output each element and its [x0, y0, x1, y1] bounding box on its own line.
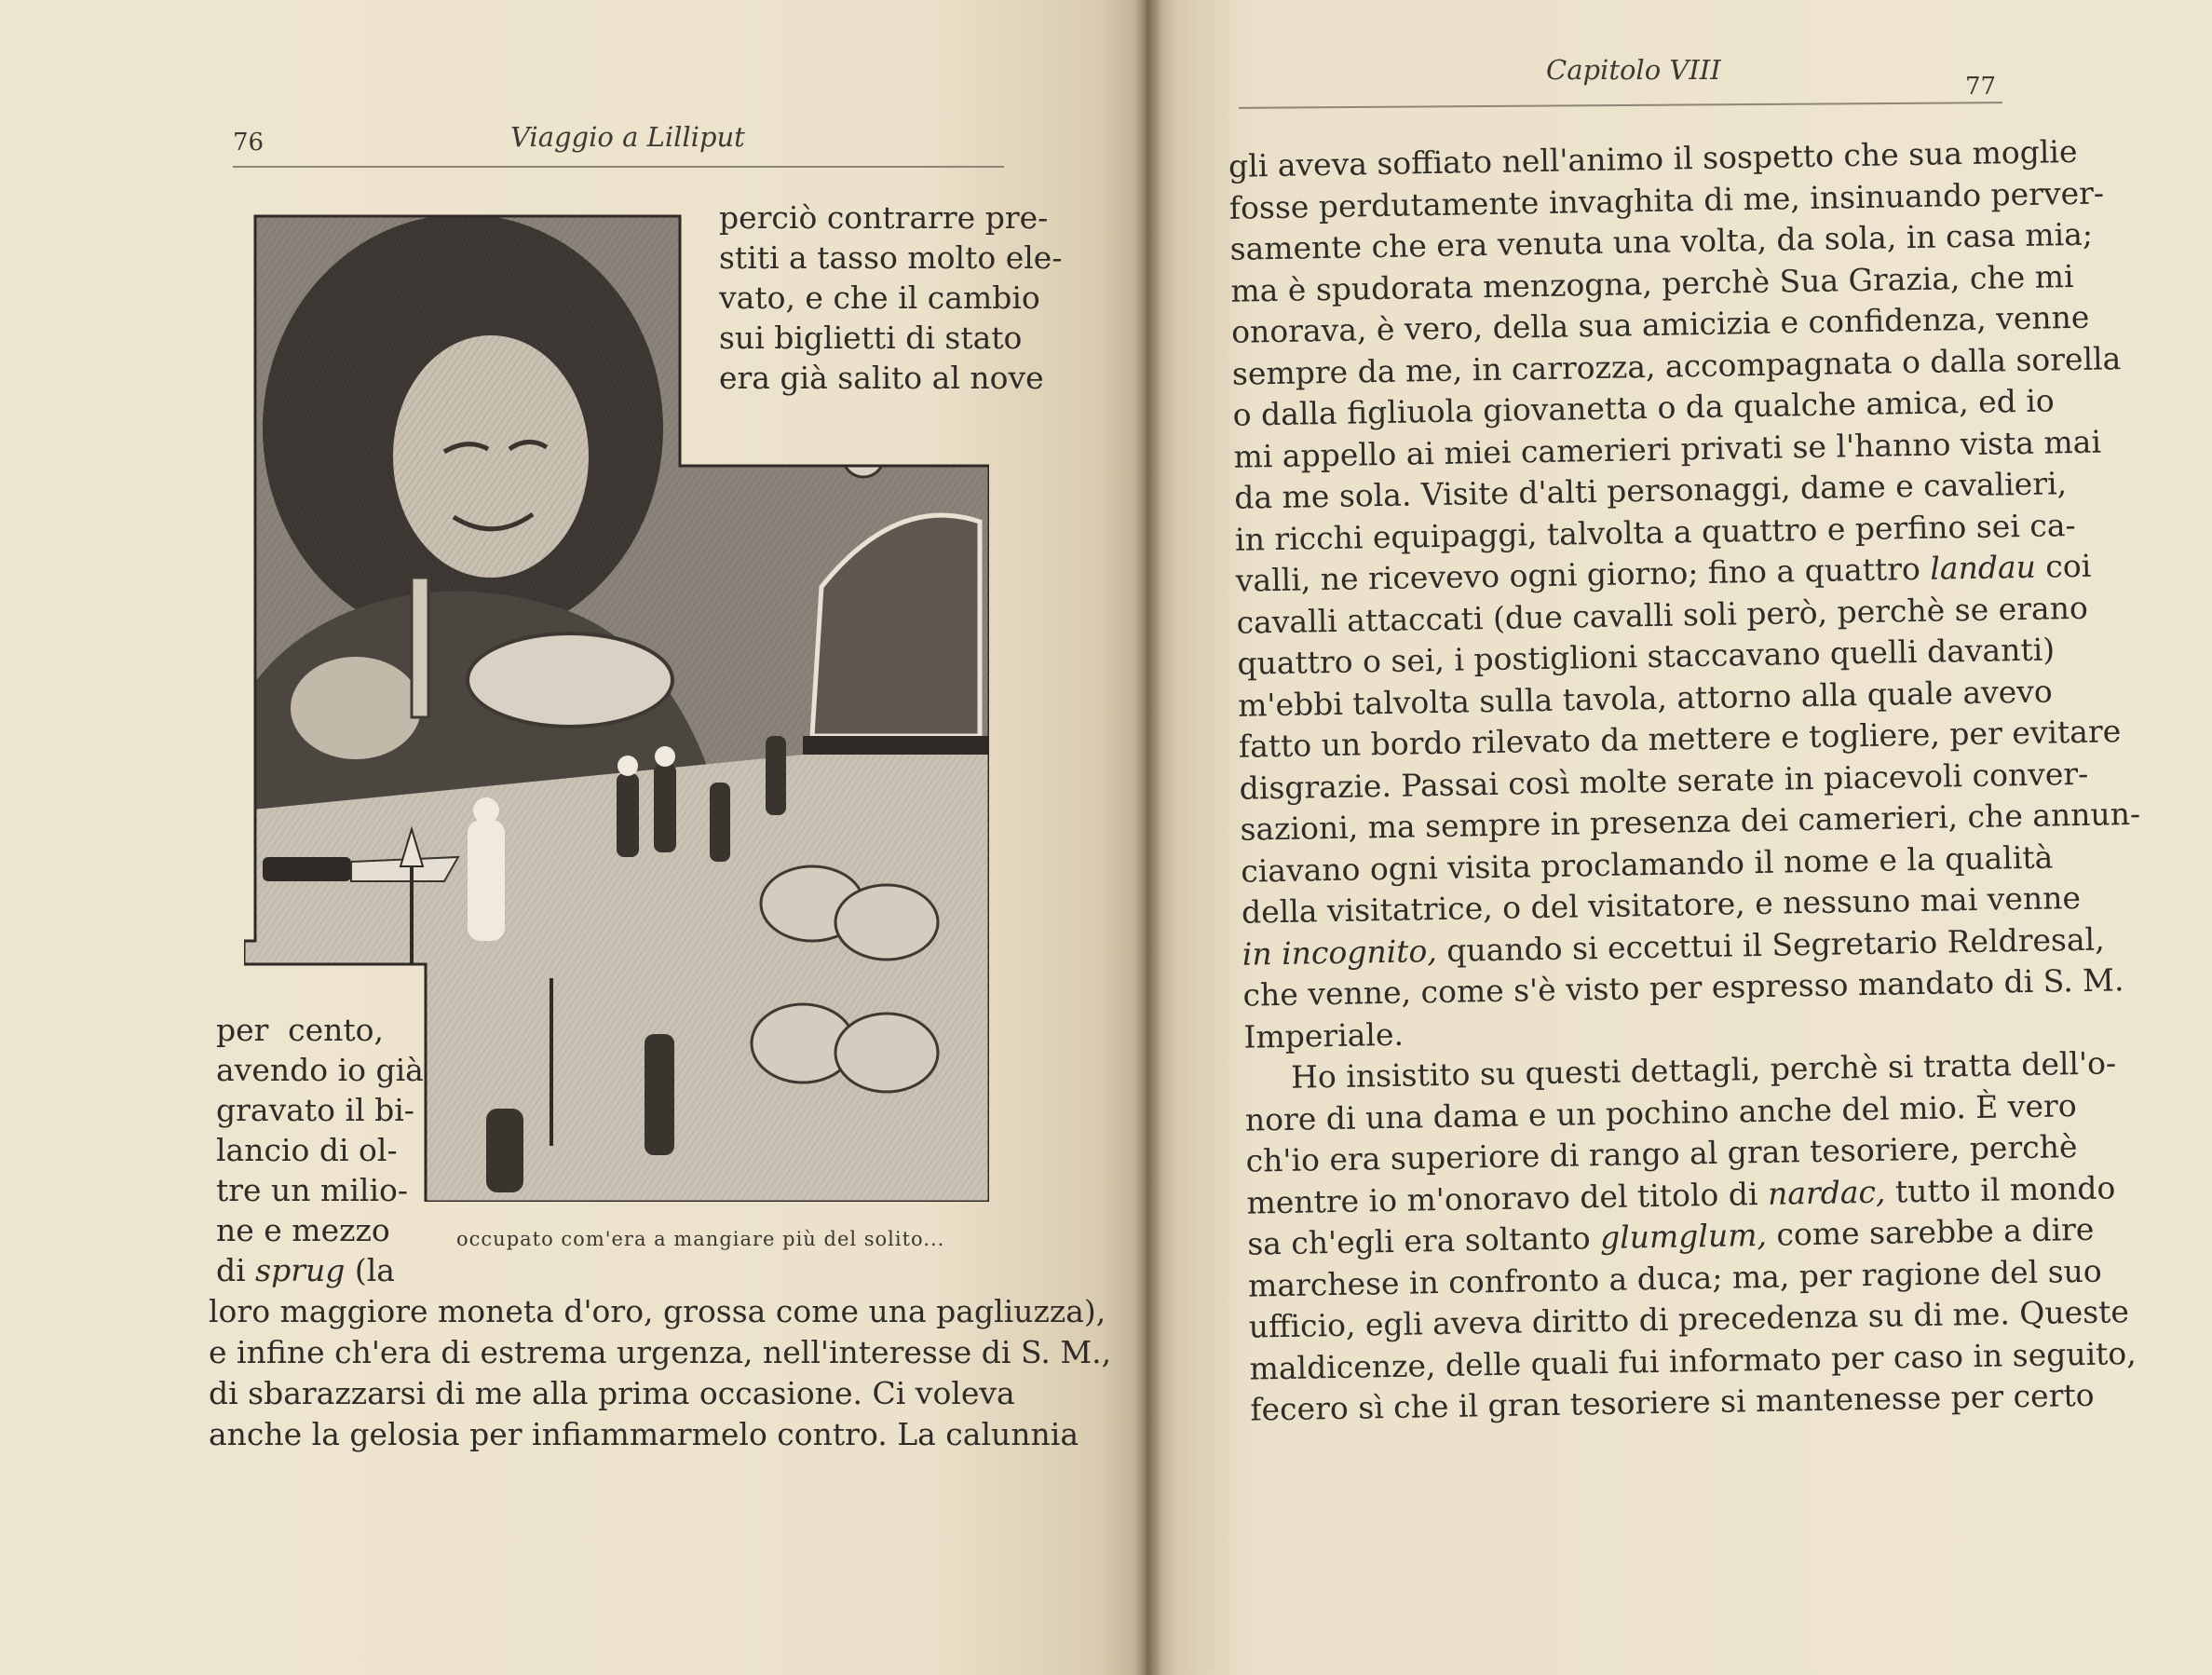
text-line: gravato il bi- — [216, 1092, 414, 1128]
text-span: onorava, è vero, della sua amicizia e confidenza, venne — [1230, 298, 2090, 350]
text-span: coi — [2035, 547, 2092, 585]
text-span: Ho insistito su questi dettagli, perchè si tratta dell'o- — [1290, 1044, 2117, 1096]
text-span: samente che era venuta una volta, da sola, in casa mia; — [1229, 215, 2094, 267]
text-line: sui biglietti di stato — [719, 320, 1023, 356]
text-span: tutto il mondo — [1885, 1168, 2116, 1210]
text-span: maldicenze, delle quali fui informato per caso in seguito, — [1249, 1334, 2137, 1387]
italic-term: sprug — [255, 1252, 346, 1288]
text-span: della visitatrice, o del visitatore, e nessuno mai venne — [1241, 878, 2082, 931]
text-line: tre un milio- — [216, 1172, 409, 1208]
italic-term: in incognito, — [1242, 932, 1438, 973]
text-span: gli aveva soffiato nell'animo il sospetto che sua moglie — [1228, 132, 2078, 184]
text-span: come sarebbe a dire — [1766, 1210, 2095, 1253]
text-span: disgrazie. Passai così molte serate in piacevoli conver- — [1239, 755, 2089, 807]
text-span: fatto un bordo rilevato da mettere e togliere, per evitare — [1238, 713, 2122, 765]
text-line — [1243, 1014, 1404, 1057]
text-line: ne e mezzo — [216, 1212, 390, 1248]
text-span: mentre io m'onoravo del titolo di — [1246, 1175, 1769, 1221]
text-span: sempre da me, in carrozza, accompagnata o dalla sorella — [1231, 339, 2122, 392]
italic-term: landau — [1929, 548, 2037, 587]
text-span: fosse perdutamente invaghita di me, insinuando perver- — [1228, 173, 2105, 226]
text-line: anche la gelosia per infiammarmelo contro. La calunnia — [209, 1416, 1079, 1452]
text-span: sazioni, ma sempre in presenza dei camerieri, che annun- — [1240, 795, 2141, 848]
running-head-left: Viaggio a Lilliput — [510, 121, 745, 153]
italic-term: nardac, — [1767, 1173, 1886, 1212]
text-span: m'ebbi talvolta sulla tavola, attorno alla quale avevo — [1237, 672, 2054, 724]
text-span: fecero sì che il gran tesoriere si mantenesse per certo — [1250, 1376, 2095, 1428]
right-page-body — [1133, 0, 2212, 1675]
text-line: avendo io già — [216, 1052, 424, 1088]
text-line: e infine ch'era di estrema urgenza, nell'interesse di S. M., — [209, 1334, 1112, 1370]
text-span: valli, ne ricevevo ogni giorno; fino a quattro — [1235, 550, 1931, 599]
text-span: Imperiale. — [1243, 1015, 1405, 1055]
text-span: in ricchi equipaggi, talvolta a quattro e perfino sei ca- — [1234, 506, 2076, 558]
text-line: vato, e che il cambio — [719, 279, 1040, 316]
right-page — [1146, 0, 2212, 1675]
page-number-right: 77 — [1965, 73, 1997, 101]
text-line: di sbarazzarsi di me alla prima occasione. Ci voleva — [209, 1375, 1015, 1411]
text-span: quando si eccettui il Segretario Reldresal, — [1436, 920, 2105, 969]
text-span: nore di una dama e un pochino anche del mio. È vero — [1244, 1086, 2077, 1138]
text-span: che venne, come s'è visto per espresso mandato di S. M. — [1242, 961, 2124, 1014]
text-span: (la — [345, 1252, 395, 1288]
text-span: quattro o sei, i postiglioni staccavano quelli davanti) — [1237, 631, 2056, 682]
text-line: loro maggiore moneta d'oro, grossa come una pagliuzza), — [209, 1293, 1106, 1329]
header-rule-left — [233, 166, 1004, 168]
italic-term: glumglum, — [1599, 1216, 1768, 1257]
text-span: di — [216, 1252, 256, 1288]
text-span: o dalla figliuola giovanetta o da qualche amica, ed io — [1232, 382, 2056, 433]
page-number-left: 76 — [233, 129, 265, 157]
text-span: mi appello ai miei camerieri privati se l'hanno vista mai — [1233, 423, 2102, 475]
text-span: da me sola. Visite d'alti personaggi, dame e cavalieri, — [1233, 465, 2068, 516]
text-span: cavalli attaccati (due cavalli soli però, perchè se erano — [1236, 589, 2089, 641]
book-gutter — [1134, 0, 1162, 1675]
text-line: lancio di ol- — [216, 1132, 398, 1168]
text-span: ciavano ogni visita proclamando il nome e la qualità — [1240, 838, 2054, 890]
illustration-caption: occupato com'era a mangiare più del solito... — [456, 1228, 945, 1250]
text-span: ufficio, egli aveva diritto di precedenza su di me. Queste — [1248, 1293, 2130, 1345]
text-line: per cento, — [216, 1012, 384, 1048]
text-span: sa ch'egli era soltanto — [1246, 1219, 1601, 1262]
text-span: marchese in confronto a duca; ma, per ragione del suo — [1247, 1252, 2103, 1304]
text-line: perciò contrarre pre- — [719, 199, 1049, 236]
text-span: ma è spudorata menzogna, perchè Sua Grazia, che mi — [1230, 257, 2074, 309]
text-line: era già salito al nove — [719, 360, 1044, 396]
running-head-right: Capitolo VIII — [1546, 54, 1721, 86]
text-line: stiti a tasso molto ele- — [719, 239, 1063, 276]
text-span: ch'io era superiore di rango al gran tesoriere, perchè — [1245, 1128, 2078, 1179]
text-line — [216, 1250, 395, 1291]
